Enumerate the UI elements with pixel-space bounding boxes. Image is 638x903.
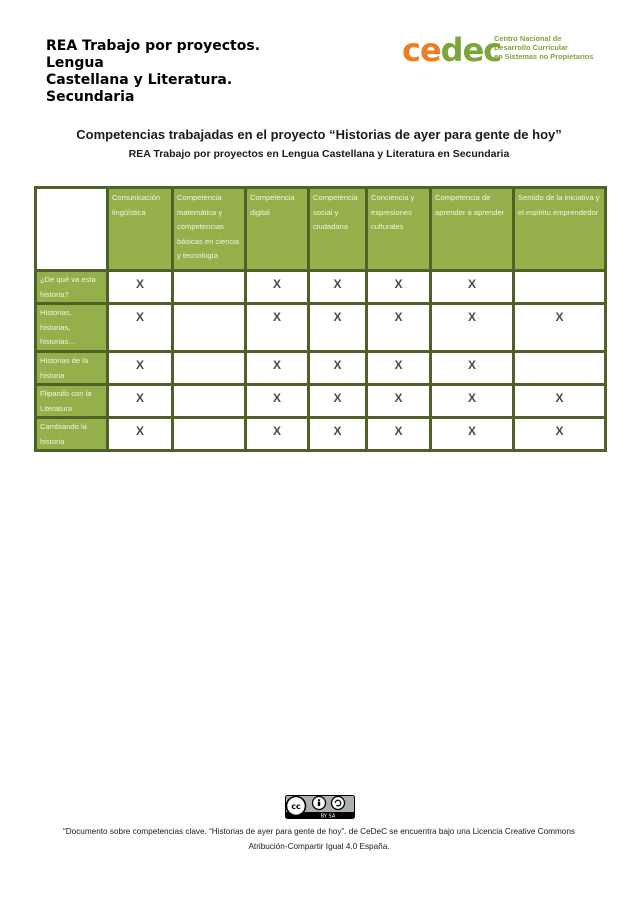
table-cell: X xyxy=(108,271,173,304)
table-cell: X xyxy=(246,385,309,418)
license-footer xyxy=(40,824,598,854)
table-cell: X xyxy=(246,271,309,304)
document-title: Competencias trabajadas en el proyecto “Historias de ayer para gente de hoy” xyxy=(76,127,562,142)
table-cell xyxy=(514,271,606,304)
row-label: Historias de la historia xyxy=(36,352,108,385)
table-row xyxy=(36,271,606,304)
row-label: Cambiando la historia xyxy=(36,418,108,451)
table-cell: X xyxy=(514,418,606,451)
table-cell xyxy=(173,352,246,385)
column-header: Comunicación lingüística xyxy=(108,188,173,271)
column-header: Conciencia y expresiones culturales xyxy=(367,188,431,271)
table-cell xyxy=(173,304,246,352)
table-cell: X xyxy=(246,418,309,451)
header-title-line1: REA Trabajo por proyectos. Lengua xyxy=(46,38,261,71)
table-cell: X xyxy=(309,352,367,385)
table-cell: X xyxy=(309,418,367,451)
table-cell: X xyxy=(108,418,173,451)
table-cell: X xyxy=(514,385,606,418)
header-title-line2: Castellana y Literatura. Secundaria xyxy=(46,72,233,105)
table-row xyxy=(36,304,606,352)
row-label: ¿De qué va esta historia? xyxy=(36,271,108,304)
table-corner-cell xyxy=(36,188,108,271)
table-cell: X xyxy=(246,304,309,352)
logo-wordmark xyxy=(402,30,501,70)
column-header: Competencia digital xyxy=(246,188,309,271)
logo-caption xyxy=(494,34,593,62)
column-header: Competencia social y ciudadana xyxy=(309,188,367,271)
svg-text:cc: cc xyxy=(291,802,301,811)
table-cell: X xyxy=(367,418,431,451)
table-header-row xyxy=(36,188,606,271)
share-alike-icon xyxy=(332,797,345,810)
table-cell: X xyxy=(431,418,514,451)
table-cell xyxy=(173,385,246,418)
badge-label: BY SA xyxy=(320,813,336,819)
table-cell: X xyxy=(367,271,431,304)
license-footer-line2: Atribución-Compartir Igual 4.0 España. xyxy=(248,842,390,851)
table-cell: X xyxy=(514,304,606,352)
logo-word-green: dec xyxy=(440,31,502,69)
row-label: Flipando con la Literatura xyxy=(36,385,108,418)
table-cell: X xyxy=(367,304,431,352)
header-title xyxy=(46,38,316,106)
table-cell: X xyxy=(246,352,309,385)
table-row xyxy=(36,385,606,418)
table-row xyxy=(36,418,606,451)
column-header: Competencia matemática y competencias básicas en ciencia y tecnología xyxy=(173,188,246,271)
table-cell: X xyxy=(367,352,431,385)
creative-commons-badge[interactable] xyxy=(285,795,355,819)
table-cell xyxy=(173,271,246,304)
cedec-logo xyxy=(402,30,602,74)
table-cell: X xyxy=(309,271,367,304)
license-footer-line1: “Documento sobre competencias clave. “Historias de ayer para gente de hoy”. de CeDeC se encuentra bajo una Licencia Creative Commons xyxy=(63,827,575,836)
row-label: Historias, historias, historias… xyxy=(36,304,108,352)
table-cell: X xyxy=(309,385,367,418)
table-cell: X xyxy=(431,271,514,304)
column-header: Sentido de la iniciativa y el espíritu emprendedor xyxy=(514,188,606,271)
table-cell: X xyxy=(431,304,514,352)
table-cell: X xyxy=(108,304,173,352)
table-cell: X xyxy=(108,352,173,385)
table-cell: X xyxy=(309,304,367,352)
logo-caption-line1: Centro Nacional de xyxy=(494,34,562,43)
document-subtitle: REA Trabajo por proyectos en Lengua Castellana y Literatura en Secundaria xyxy=(128,148,510,160)
logo-caption-line2: Desarrollo Curricular xyxy=(494,43,568,53)
table-row xyxy=(36,352,606,385)
table-cell xyxy=(173,418,246,451)
table-cell: X xyxy=(431,385,514,418)
table-cell: X xyxy=(367,385,431,418)
logo-caption-line3: en Sistemas no Propietarios xyxy=(494,52,594,62)
logo-word-orange: ce xyxy=(402,31,441,69)
competencies-table xyxy=(34,186,607,452)
table-cell: X xyxy=(431,352,514,385)
table-cell xyxy=(514,352,606,385)
column-header: Competencia de aprender a aprender xyxy=(431,188,514,271)
table-cell: X xyxy=(108,385,173,418)
